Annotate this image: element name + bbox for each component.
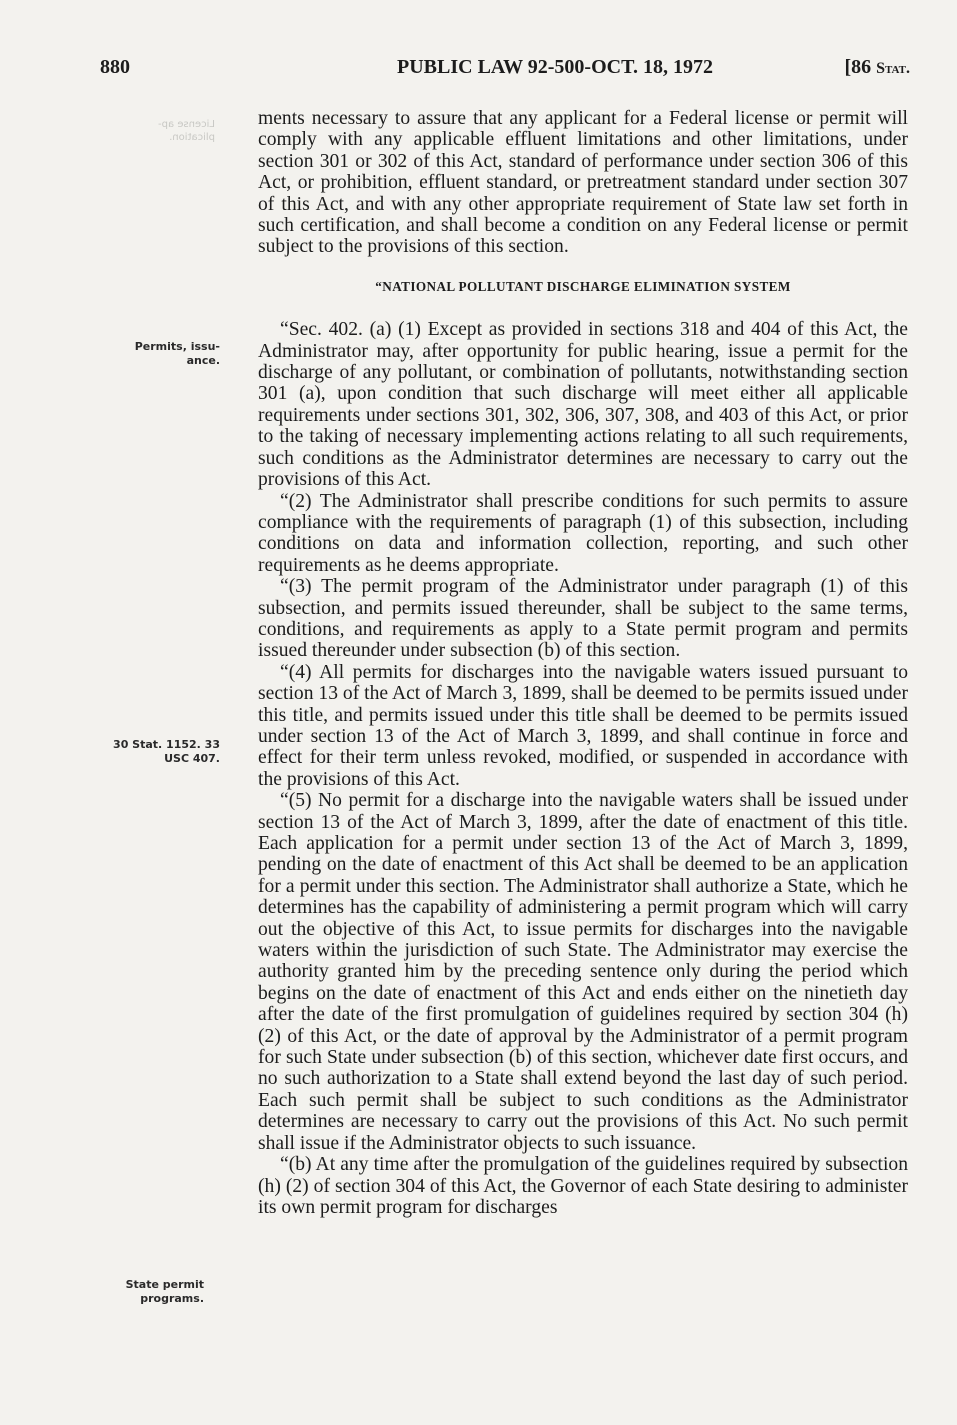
section-heading: “NATIONAL POLLUTANT DISCHARGE ELIMINATION SYSTEM [375, 278, 791, 294]
paragraph-b: “(b) At any time after the promulgation of the guidelines required by subsection (h) (2) of section 304 of this Act, the Governor of each State desiring to administer its own permit program for discharges [258, 1154, 908, 1218]
statute-reference [844, 56, 910, 79]
paragraph-a4: “(4) All permits for discharges into the navigable waters issued pursuant to section 13 of the Act of March 3, 1899, shall be deemed to be permits issued under this title, and permits issued under this title shall be deemed to be permits issued under section 13 of the Act of March 3, 1899, and shall continue in force and effect for their term unless revoked, modified, or suspended in accordance with the provisions of this Act. [258, 661, 908, 790]
paragraph-a5: “(5) No permit for a discharge into the navigable waters shall be issued under section 13 of the Act of March 3, 1899, after the date of enactment of this title. Each application for a permit under section 13 of the Act of March 3, 1899, pending on the date of enactment of this Act shall be deemed to be an application for a permit under this section. The Administrator shall authorize a State, which he determines has the capability of administering a permit program which will carry out the objective of this Act, to issue permits for discharges into the navigable waters within the jurisdiction of such State. The Administrator may exercise the authority granted him by the preceding sentence only during the period which begins on the date of enactment of this Act and ends either on the ninetieth day after the date of the first promulgation of guidelines required by section 304 (h) (2) of this Act, or the date of approval by the Administrator of a permit program for such State under subsection (b) of this section, whichever date first occurs, and no such authorization to a State shall extend beyond the last day of such period. Each such permit shall be subject to such conditions as the Administrator determines are necessary to carry out the provisions of this Act. No such permit shall issue if the Administrator objects to such issuance. [258, 790, 908, 1154]
continuation-paragraph: ments necessary to assure that any applicant for a Federal license or permit will comply with any applicable effluent limitations and other limitations, under section 301 or 302 of this Act, standard of performance under section 306 of this Act, or prohibition, effluent standard, or pretreatment standard under section 307 of this Act, and with any other appropriate requirement of State law set forth in such certification, and shall become a condition on any Federal license or permit subject to the provisions of this section. [258, 108, 908, 258]
margin-note-citation: 30 Stat. 1152. 33 USC 407. [113, 738, 220, 765]
page-number: 880 [100, 56, 130, 78]
bleed-through-note: License ap- plication. [158, 119, 215, 143]
paragraph-a2: “(2) The Administrator shall prescribe conditions for such permits to assure compliance with the requirements of paragraph (1) of this subsection, including conditions on data and information collection, reporting, and such other requirements as he deems appropriate. [258, 490, 908, 576]
paragraph-a3: “(3) The permit program of the Administrator under paragraph (1) of this subsection, and permits issued thereunder, shall be subject to the same terms, conditions, and requirements as apply to a State permit program and permits issued thereunder under subsection (b) of this section. [258, 576, 908, 662]
running-title: PUBLIC LAW 92-500-OCT. 18, 1972 [397, 56, 713, 78]
statute-body [258, 108, 908, 1218]
stat-volume: [86 [844, 56, 872, 78]
stat-label: Stat. [876, 60, 910, 77]
margin-note-permits: Permits, issu- ance. [134, 340, 220, 367]
page-header [100, 56, 910, 86]
paragraph-402-a1: “Sec. 402. (a) (1) Except as provided in sections 318 and 404 of this Act, the Administrator may, after opportunity for public hearing, issue a permit for the discharge of any pollutant, or combination of pollutants, notwithstanding section 301 (a), upon condition that such discharge will meet either all applicable requirements under sections 301, 302, 306, 307, 308, and 403 of this Act, or prior to the taking of necessary implementing actions relating to all such requirements, such conditions as the Administrator determines are necessary to carry out the provisions of this Act. [258, 319, 908, 491]
margin-note-state-programs: State permit programs. [125, 1278, 204, 1305]
